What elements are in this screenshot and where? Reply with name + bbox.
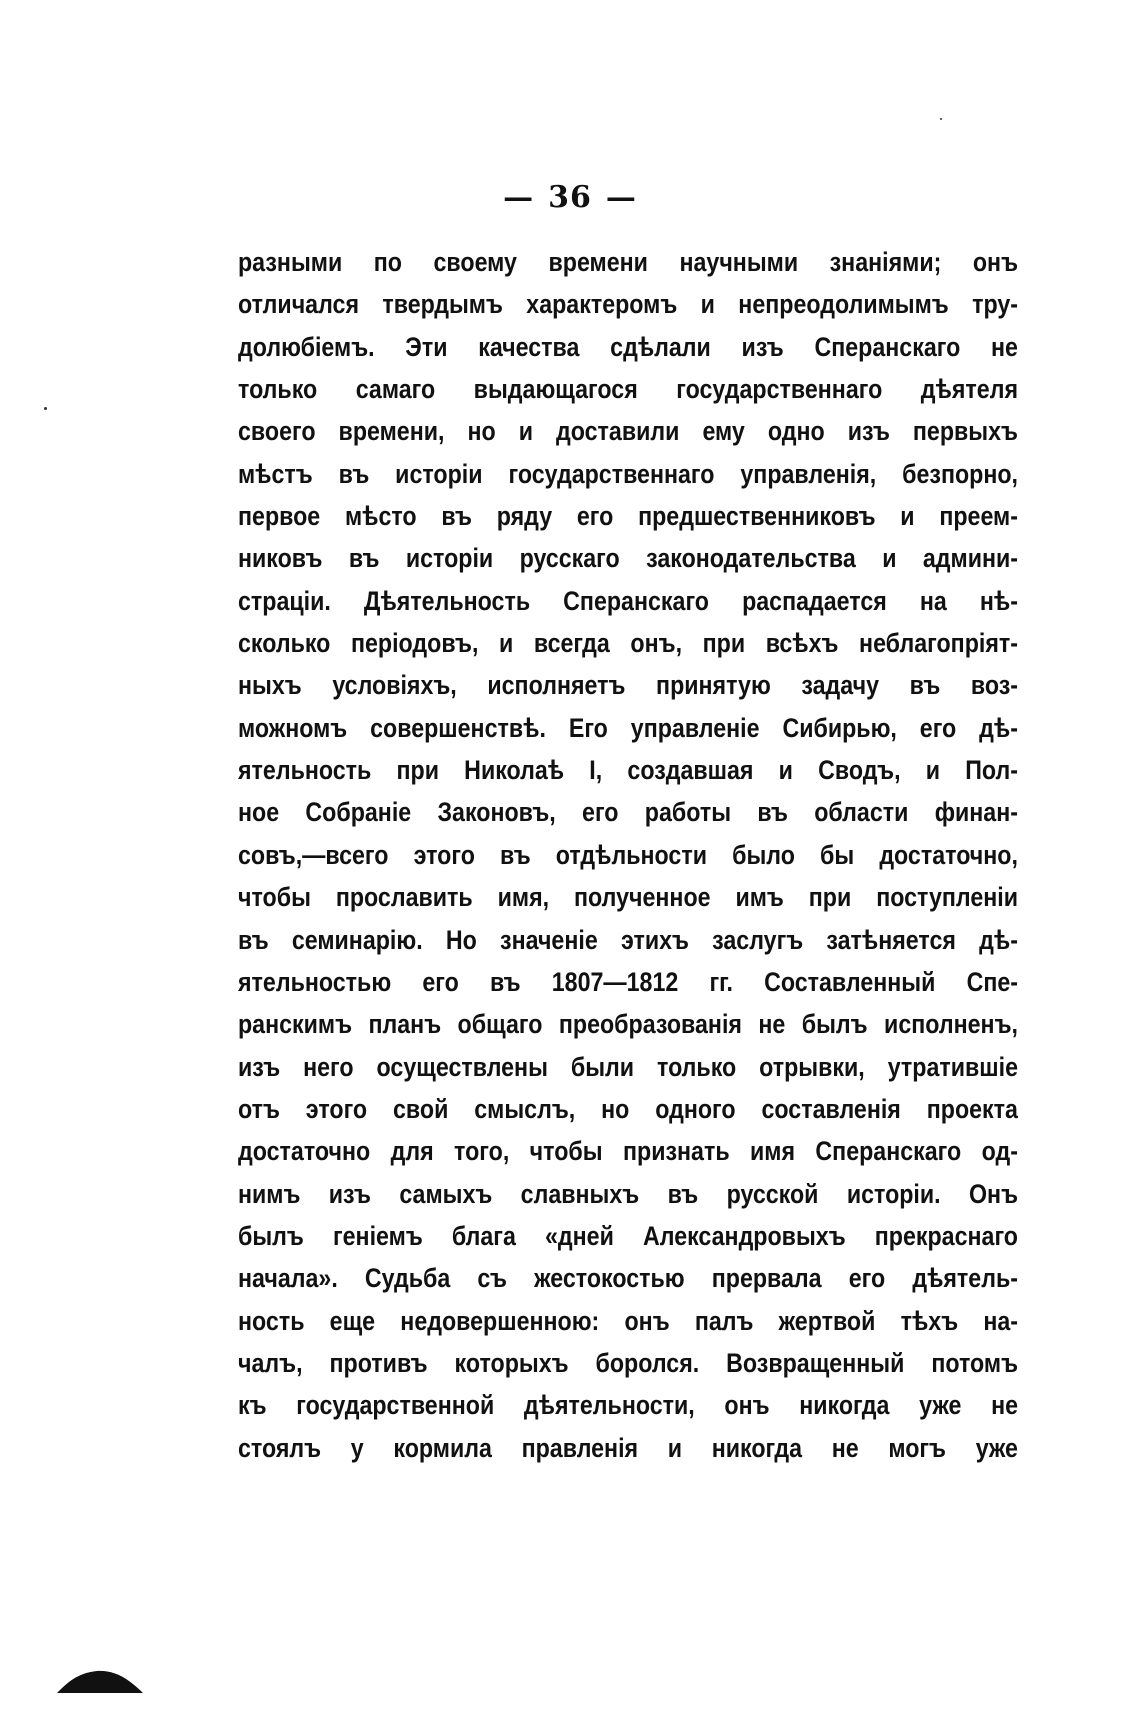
word: только — [238, 374, 318, 405]
text-line — [238, 840, 1018, 882]
word: нѣ- — [979, 585, 1018, 616]
word: дѣ- — [979, 712, 1018, 743]
word: не — [991, 1390, 1019, 1421]
word: исторіи — [395, 458, 483, 489]
word: полученное — [574, 882, 711, 913]
word: Сперанскаго — [563, 585, 709, 616]
word: создавшая — [627, 755, 754, 786]
word: дѣятель- — [912, 1263, 1018, 1294]
word: затѣняется — [826, 924, 956, 955]
text-line — [238, 925, 1018, 967]
word: тѣхъ — [900, 1305, 959, 1336]
word: доставили — [556, 416, 680, 447]
word: дѣ- — [979, 924, 1018, 955]
word: онъ — [724, 1390, 770, 1421]
word: имя, — [497, 882, 550, 913]
word: исполняетъ — [487, 670, 626, 701]
word: совершенствѣ. — [370, 712, 546, 743]
word: «дней — [545, 1220, 614, 1251]
word: при — [396, 755, 439, 786]
text-line — [238, 501, 1018, 543]
word: въ — [441, 501, 472, 532]
word: для — [390, 1136, 434, 1167]
word: государственнаго — [676, 374, 883, 405]
word: съ — [477, 1263, 507, 1294]
ink-blot-icon — [55, 1665, 145, 1695]
word: од- — [981, 1136, 1018, 1167]
word: самаго — [355, 374, 436, 405]
word: бы — [820, 839, 855, 870]
word: недовершенною: — [400, 1305, 600, 1336]
text-line — [238, 1221, 1018, 1263]
word: Сводъ, — [818, 755, 901, 786]
word: непреодолимымъ — [738, 289, 949, 320]
word: админи- — [922, 543, 1019, 574]
word: палъ — [694, 1305, 754, 1336]
word: всѣхъ — [765, 628, 839, 659]
word: долюбіемъ. — [238, 331, 375, 362]
word: и — [900, 501, 915, 532]
word: разными — [238, 247, 343, 277]
word: государственнаго — [508, 458, 715, 489]
scan-speck — [940, 118, 942, 120]
word: въ — [348, 543, 380, 574]
word: уже — [975, 1432, 1018, 1463]
word: исполненъ, — [884, 1009, 1018, 1040]
word: распадается — [742, 585, 887, 616]
word: области — [814, 797, 909, 828]
word: къ — [238, 1390, 267, 1421]
word: государственной — [296, 1390, 495, 1421]
word: характеромъ — [526, 289, 678, 320]
word: ятельность — [238, 755, 372, 786]
word: Сперанскаго — [814, 331, 961, 362]
word: Законовъ, — [437, 797, 556, 828]
word: этого — [305, 1093, 368, 1124]
text-line — [238, 882, 1018, 924]
word: безпорно, — [902, 458, 1019, 489]
word: Сибирью, — [782, 712, 897, 743]
word: и — [498, 628, 514, 659]
word: тру- — [972, 289, 1019, 320]
word: никовъ — [238, 543, 323, 574]
word: Возвращенный — [726, 1347, 905, 1378]
word: Спе- — [966, 966, 1019, 997]
word: первыхъ — [912, 416, 1018, 447]
word: при — [808, 882, 852, 913]
word: противъ — [329, 1347, 428, 1378]
word: своего — [238, 416, 316, 447]
word: этихъ — [620, 924, 689, 955]
word: никогда — [711, 1432, 802, 1463]
text-line — [238, 586, 1018, 628]
word: начала». — [238, 1263, 338, 1294]
word: сдѣлали — [610, 331, 711, 362]
word: его — [576, 501, 614, 532]
word: былъ — [238, 1220, 304, 1251]
word: ныхъ — [238, 670, 302, 701]
word: принятую — [656, 670, 771, 701]
word: заслугъ — [712, 924, 804, 955]
word: изъ — [741, 331, 784, 362]
word: одно — [767, 416, 825, 447]
word: его — [848, 1263, 886, 1294]
word: его — [582, 797, 619, 828]
text-line — [238, 332, 1018, 374]
word: изъ — [238, 1051, 281, 1082]
word: управленія, — [740, 458, 877, 489]
body-text — [238, 247, 1018, 1475]
word: преобразованія — [558, 1009, 742, 1040]
word: которыхъ — [454, 1347, 569, 1378]
word: въ — [489, 966, 521, 997]
word: ятельностью — [238, 966, 392, 997]
word: ное — [238, 797, 280, 828]
word: исторіи. — [846, 1178, 941, 1209]
word: мѣстъ — [238, 458, 313, 489]
word: русскаго — [519, 543, 620, 574]
text-line — [238, 755, 1018, 797]
word: изъ — [328, 1178, 371, 1209]
word: имя — [749, 1136, 795, 1167]
word: на — [919, 585, 947, 616]
word: періодовъ, — [350, 628, 479, 659]
word: этого — [413, 839, 475, 870]
word: достаточно — [238, 1136, 371, 1167]
word: на- — [983, 1305, 1019, 1336]
text-line — [238, 374, 1018, 416]
text-line — [238, 1433, 1018, 1475]
word: въ — [338, 458, 370, 489]
word: и — [778, 755, 793, 786]
word: смыслъ, — [474, 1093, 576, 1124]
word: изъ — [847, 416, 890, 447]
word: чалъ, — [238, 1347, 303, 1378]
word: значеніе — [500, 924, 598, 955]
text-line — [238, 416, 1018, 458]
word: преем- — [939, 501, 1018, 532]
word: знаніями; — [829, 247, 942, 277]
word: утратившіе — [887, 1051, 1019, 1082]
word: по — [373, 247, 402, 277]
word: чтобы — [238, 882, 311, 913]
word: никогда — [799, 1390, 890, 1421]
word: онъ, — [630, 628, 683, 659]
word: блага — [451, 1220, 516, 1251]
word: гг. — [709, 966, 733, 997]
word: не — [991, 331, 1018, 362]
word: можномъ — [238, 712, 348, 743]
word: него — [303, 1051, 354, 1082]
text-line — [238, 1263, 1018, 1305]
word: прославить — [335, 882, 473, 913]
word: проекта — [926, 1093, 1018, 1124]
word: управленіе — [630, 712, 760, 743]
word: Собраніе — [305, 797, 412, 828]
word: имъ — [735, 882, 784, 913]
text-line — [238, 670, 1018, 712]
word: того, — [454, 1136, 510, 1167]
page-number: 36 — [548, 180, 592, 215]
word: прервала — [711, 1263, 822, 1294]
text-line — [238, 1306, 1018, 1348]
text-line — [238, 1009, 1018, 1051]
word: неблагопріят- — [859, 628, 1018, 659]
word: его — [422, 966, 459, 997]
word: дѣятеля — [920, 374, 1018, 405]
word: совъ,—всего — [238, 839, 389, 870]
word: его — [919, 712, 957, 743]
text-line — [238, 247, 1018, 289]
word: ему — [702, 416, 745, 447]
word: но — [467, 416, 496, 447]
word: выдающагося — [473, 374, 638, 405]
left-dash: — — [503, 180, 535, 215]
word: отъ — [238, 1093, 280, 1124]
word: въ — [757, 797, 788, 828]
word: дѣятельности, — [523, 1390, 695, 1421]
text-line — [238, 543, 1018, 585]
text-line — [238, 1136, 1018, 1178]
word: Сперанскаго — [815, 1136, 962, 1167]
word: нимъ — [238, 1178, 301, 1209]
word: у — [350, 1432, 364, 1463]
word: качества — [478, 331, 580, 362]
word: одного — [655, 1093, 736, 1124]
word: семинарію. — [291, 924, 423, 955]
word: при — [702, 628, 746, 659]
word: былъ — [801, 1009, 868, 1040]
word: были — [570, 1051, 635, 1082]
scan-speck — [44, 407, 47, 410]
word: въ — [500, 839, 531, 870]
word: воз- — [970, 670, 1019, 701]
word: не — [831, 1432, 859, 1463]
word: законодательства — [646, 543, 856, 574]
word: Но — [445, 924, 477, 955]
word: и — [518, 416, 534, 447]
word: русской — [726, 1178, 819, 1209]
text-line — [238, 713, 1018, 755]
word: было — [732, 839, 795, 870]
word: уже — [919, 1390, 962, 1421]
word: 1807—1812 — [551, 966, 679, 997]
word: планъ — [368, 1009, 442, 1040]
word: осуществлены — [376, 1051, 548, 1082]
word: кормила — [393, 1432, 492, 1463]
word: отдѣльности — [555, 839, 707, 870]
word: славныхъ — [520, 1178, 640, 1209]
word: и — [925, 755, 941, 786]
word: Александровыхъ — [642, 1220, 846, 1251]
word: геніемъ — [332, 1220, 423, 1251]
word: самыхъ — [399, 1178, 493, 1209]
word: Судьба — [364, 1263, 451, 1294]
word: всегда — [533, 628, 610, 659]
word: и — [700, 289, 715, 320]
word: времени — [548, 247, 648, 277]
word: ность — [238, 1305, 305, 1336]
word: предшественниковъ — [638, 501, 876, 532]
word: финан- — [934, 797, 1018, 828]
word: ряду — [496, 501, 553, 532]
word: поступленіи — [876, 882, 1019, 913]
word: въ — [238, 924, 269, 955]
text-line — [238, 289, 1018, 331]
word: времени, — [338, 416, 445, 447]
word: прекраснаго — [874, 1220, 1018, 1251]
word: еще — [329, 1305, 376, 1336]
word: первое — [238, 501, 321, 532]
word: боролся. — [595, 1347, 700, 1378]
word: Составленный — [764, 966, 936, 997]
word: могъ — [888, 1432, 946, 1463]
word: научными — [679, 247, 799, 277]
text-line — [238, 797, 1018, 839]
text-line — [238, 459, 1018, 501]
text-line — [238, 1390, 1018, 1432]
text-line — [238, 1179, 1018, 1221]
word: Его — [568, 712, 608, 743]
word: стоялъ — [238, 1432, 322, 1463]
word: составленія — [761, 1093, 901, 1124]
text-line — [238, 628, 1018, 670]
word: условіяхъ, — [332, 670, 457, 701]
text-line — [238, 1094, 1018, 1136]
word: въ — [667, 1178, 699, 1209]
word: задачу — [801, 670, 880, 701]
right-dash: — — [605, 180, 637, 215]
word: не — [758, 1009, 786, 1040]
word: потомъ — [931, 1347, 1019, 1378]
word: достаточно, — [879, 839, 1018, 870]
word: свой — [393, 1093, 449, 1124]
text-line — [238, 1052, 1018, 1094]
word: сколько — [238, 628, 331, 659]
word: но — [601, 1093, 630, 1124]
text-line — [238, 1348, 1018, 1390]
word: ранскимъ — [238, 1009, 353, 1040]
word: онъ — [972, 247, 1018, 277]
word: жестокостью — [534, 1263, 685, 1294]
word: исторіи — [405, 543, 494, 574]
word: Николаѣ — [464, 755, 565, 786]
word: онъ — [624, 1305, 670, 1336]
word: Пол- — [965, 755, 1019, 786]
word: работы — [644, 797, 732, 828]
word: Эти — [405, 331, 448, 362]
word: мѣсто — [344, 501, 417, 532]
word: общаго — [457, 1009, 543, 1040]
word: жертвой — [778, 1305, 876, 1336]
word: Дѣятельность — [363, 585, 531, 616]
word: I, — [589, 755, 603, 786]
word: отрывки, — [759, 1051, 865, 1082]
word: твердымъ — [382, 289, 503, 320]
word: и — [667, 1432, 683, 1463]
text-line — [238, 967, 1018, 1009]
word: только — [657, 1051, 737, 1082]
word: правленія — [521, 1432, 639, 1463]
word: отличался — [238, 289, 360, 320]
word: чтобы — [529, 1136, 603, 1167]
page-number-header — [0, 180, 1140, 215]
word: признать — [622, 1136, 730, 1167]
word: въ — [909, 670, 941, 701]
word: своему — [433, 247, 517, 277]
word: страціи. — [238, 585, 331, 616]
word: и — [882, 543, 897, 574]
word: Онъ — [969, 1178, 1019, 1209]
